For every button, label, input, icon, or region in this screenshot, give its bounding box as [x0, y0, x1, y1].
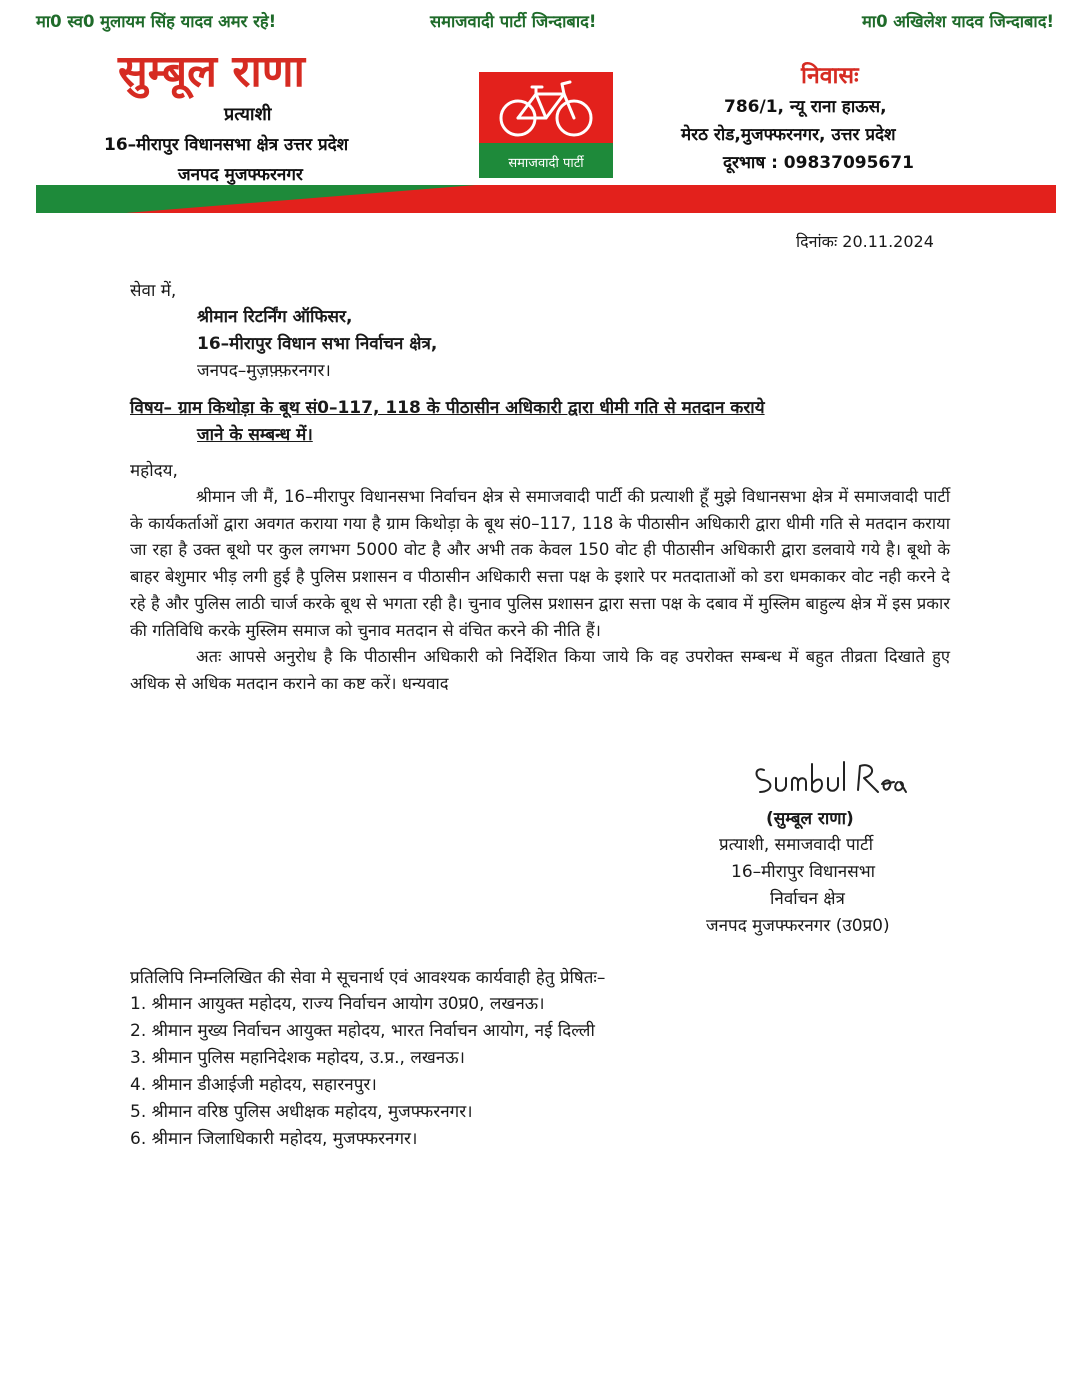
header-color-band: [36, 185, 1056, 213]
residence-phone: दूरभाष : 09837095671: [723, 153, 914, 173]
letter-subject: [130, 395, 950, 449]
signatory-name: (सुम्बूल राणा): [766, 809, 854, 829]
party-logo-text: समाजवादी पार्टी: [508, 156, 584, 171]
signatory-line: निर्वाचन क्षेत्र: [770, 889, 845, 909]
cc-list-item: 2. श्रीमान मुख्य निर्वाचन आयुक्त महोदय, भारत निर्वाचन आयोग, नई दिल्ली: [130, 1021, 595, 1041]
cc-list-item: 4. श्रीमान डीआईजी महोदय, सहारनपुर।: [130, 1075, 377, 1095]
addressee-line: जनपद–मुज़फ़्फ़रनगर।: [197, 361, 331, 381]
addressee-line: 16–मीरापुर विधान सभा निर्वाचन क्षेत्र,: [197, 334, 438, 354]
bicycle-icon: [496, 78, 596, 140]
to-label: सेवा में,: [130, 281, 177, 301]
cc-list: [130, 991, 595, 1153]
subject-line: जाने के सम्बन्ध में।: [197, 425, 313, 445]
cc-intro: प्रतिलिपि निम्नलिखित की सेवा मे सूचनार्थ एवं आवश्यक कार्यवाही हेतु प्रेषितः–: [130, 968, 606, 988]
party-logo: [479, 72, 613, 178]
body-paragraph: श्रीमान जी मैं, 16–मीरापुर विधानसभा निर्वाचन क्षेत्र से समाजवादी पार्टी की प्रत्याशी हूँ मुझे विधानसभा क्षेत्र में समाजवादी पार्टी के कार्यकर्ताओं द्वारा अवगत कराया गया है ग्राम किथोड़ा के बूथ सं0–117, 118 के पीठासीन अधिकारी द्वारा धीमी गति से मतदान कराया जा रहा है उक्त बूथो पर कुल लगभग 5000 वोट है और अभी तक केवल 150 वोट ही पीठासीन अधिकारी द्वारा डलवाये गये है। बूथो के बाहर बेशुमार भीड़ लगी हुई है पुलिस प्रशासन व पीठासीन अधिकारी सत्ता पक्ष के इशारे पर मतदाताओं को डरा धमकाकर वोट नही करने दे रहे है और पुलिस लाठी चार्ज करके बूथ से भगता रही है। चुनाव पुलिस प्रशासन द्वारा सत्ता पक्ष के दबाव में मुस्लिम बाहुल्य क्षेत्र में इस प्रकार की गतिविधि करके मुस्लिम समाज को चुनाव मतदान से वंचित करने की नीति हैं।: [130, 487, 950, 640]
body-paragraph: अतः आपसे अनुरोध है कि पीठासीन अधिकारी को निर्देशित किया जाये कि वह उपरोक्त सम्बन्ध में बहुत तीव्रता दिखाते हुए अधिक से अधिक मतदान कराने का कष्ट करें। धन्यवाद: [130, 647, 950, 693]
signatory-line: प्रत्याशी, समाजवादी पार्टी: [719, 835, 874, 855]
salutation: महोदय,: [130, 461, 178, 481]
letter-date: दिनांकः 20.11.2024: [796, 232, 934, 251]
letter-body: [130, 484, 950, 698]
handwritten-signature: [750, 752, 920, 802]
candidate-name: सुम्बूल राणा: [118, 46, 305, 97]
residence-line: 786/1, न्यू राना हाऊस,: [724, 97, 887, 117]
cc-list-item: 5. श्रीमान वरिष्ठ पुलिस अधीक्षक महोदय, मुजफ्फरनगर।: [130, 1102, 473, 1122]
slogan-center: समाजवादी पार्टी जिन्दाबाद!: [430, 12, 597, 31]
cc-list-item: 1. श्रीमान आयुक्त महोदय, राज्य निर्वाचन आयोग उ0प्र0, लखनऊ।: [130, 994, 545, 1014]
signatory-line: 16–मीरापुर विधानसभा: [731, 862, 876, 882]
slogan-left: मा0 स्व0 मुलायम सिंह यादव अमर रहे!: [36, 12, 277, 31]
candidate-role: प्रत्याशी: [224, 104, 272, 125]
subject-line: विषय– ग्राम किथोड़ा के बूथ सं0–117, 118 के पीठासीन अधिकारी द्वारा धीमी गति से मतदान कराये: [130, 398, 765, 418]
addressee-line: श्रीमान रिटर्निंग ऑफिसर,: [197, 307, 353, 327]
signatory-line: जनपद मुजफ्फरनगर (उ0प्र0): [706, 916, 890, 936]
cc-list-item: 6. श्रीमान जिलाधिकारी महोदय, मुजफ्फरनगर।: [130, 1129, 418, 1149]
residence-line: मेरठ रोड,मुजफ्फरनगर, उत्तर प्रदेश: [681, 125, 896, 145]
candidate-constituency: 16–मीरापुर विधानसभा क्षेत्र उत्तर प्रदेश: [104, 135, 349, 155]
slogan-right: मा0 अखिलेश यादव जिन्दाबाद!: [861, 12, 1054, 31]
cc-list-item: 3. श्रीमान पुलिस महानिदेशक महोदय, उ.प्र., लखनऊ।: [130, 1048, 465, 1068]
residence-heading: निवासः: [801, 63, 859, 89]
candidate-district: जनपद मुजफ्फरनगर: [178, 165, 303, 185]
